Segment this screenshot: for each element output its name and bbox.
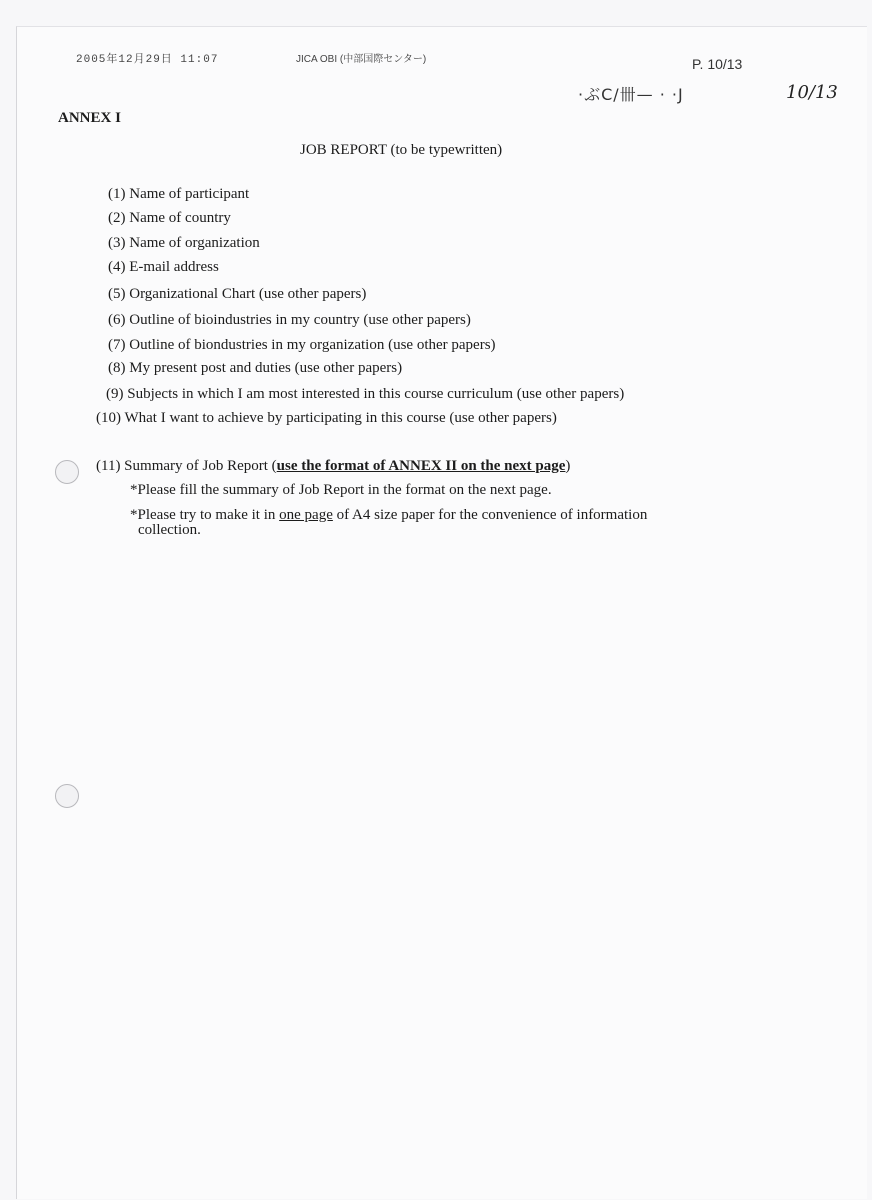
list-item-8: (8) My present post and duties (use other papers) (108, 360, 403, 376)
note-2-pre: *Please try to make it in (130, 507, 280, 523)
annex-label: ANNEX I (58, 110, 121, 126)
list-item-4: (4) E-mail address (108, 259, 219, 275)
list-item-6: (6) Outline of bioindustries in my country (use other papers) (108, 312, 471, 328)
list-item-7: (7) Outline of biondustries in my organization (use other papers) (108, 337, 496, 353)
list-item-5: (5) Organizational Chart (use other papers) (108, 286, 367, 302)
list-item-3: (3) Name of organization (108, 235, 260, 251)
note-2-post: of A4 size paper for the convenience of information (332, 507, 648, 523)
handwritten-code: ·ぶC/卌— · ·J (578, 85, 684, 104)
note-2-line-2: collection. (138, 522, 201, 538)
fax-datetime: 2005年12月29日 11:07 (76, 54, 219, 66)
list-item-11-prefix: (11) Summary of Job Report ( (96, 458, 277, 474)
handwritten-page: 10/13 (786, 82, 838, 103)
punch-hole-top (55, 460, 79, 484)
list-item-2: (2) Name of country (108, 210, 231, 226)
note-1: *Please fill the summary of Job Report in the format on the next page. (130, 482, 552, 498)
note-2-underlined: one page (279, 507, 333, 523)
punch-hole-bottom (55, 784, 79, 808)
fax-page-number: P. 10/13 (692, 56, 743, 72)
list-item-11-emphasis: use the format of ANNEX II on the next page (276, 458, 566, 474)
fax-sender: JICA OBI (中部国際センター) (296, 54, 427, 65)
list-item-9: (9) Subjects in which I am most interested in this course curriculum (use other papers) (106, 386, 625, 402)
list-item-11 (96, 458, 570, 475)
list-item-11-suffix: ) (565, 458, 571, 474)
list-item-1: (1) Name of participant (108, 186, 250, 202)
list-item-10: (10) What I want to achieve by participating in this course (use other papers) (96, 410, 557, 426)
document-title: JOB REPORT (to be typewritten) (300, 142, 503, 158)
note-2 (130, 507, 647, 524)
